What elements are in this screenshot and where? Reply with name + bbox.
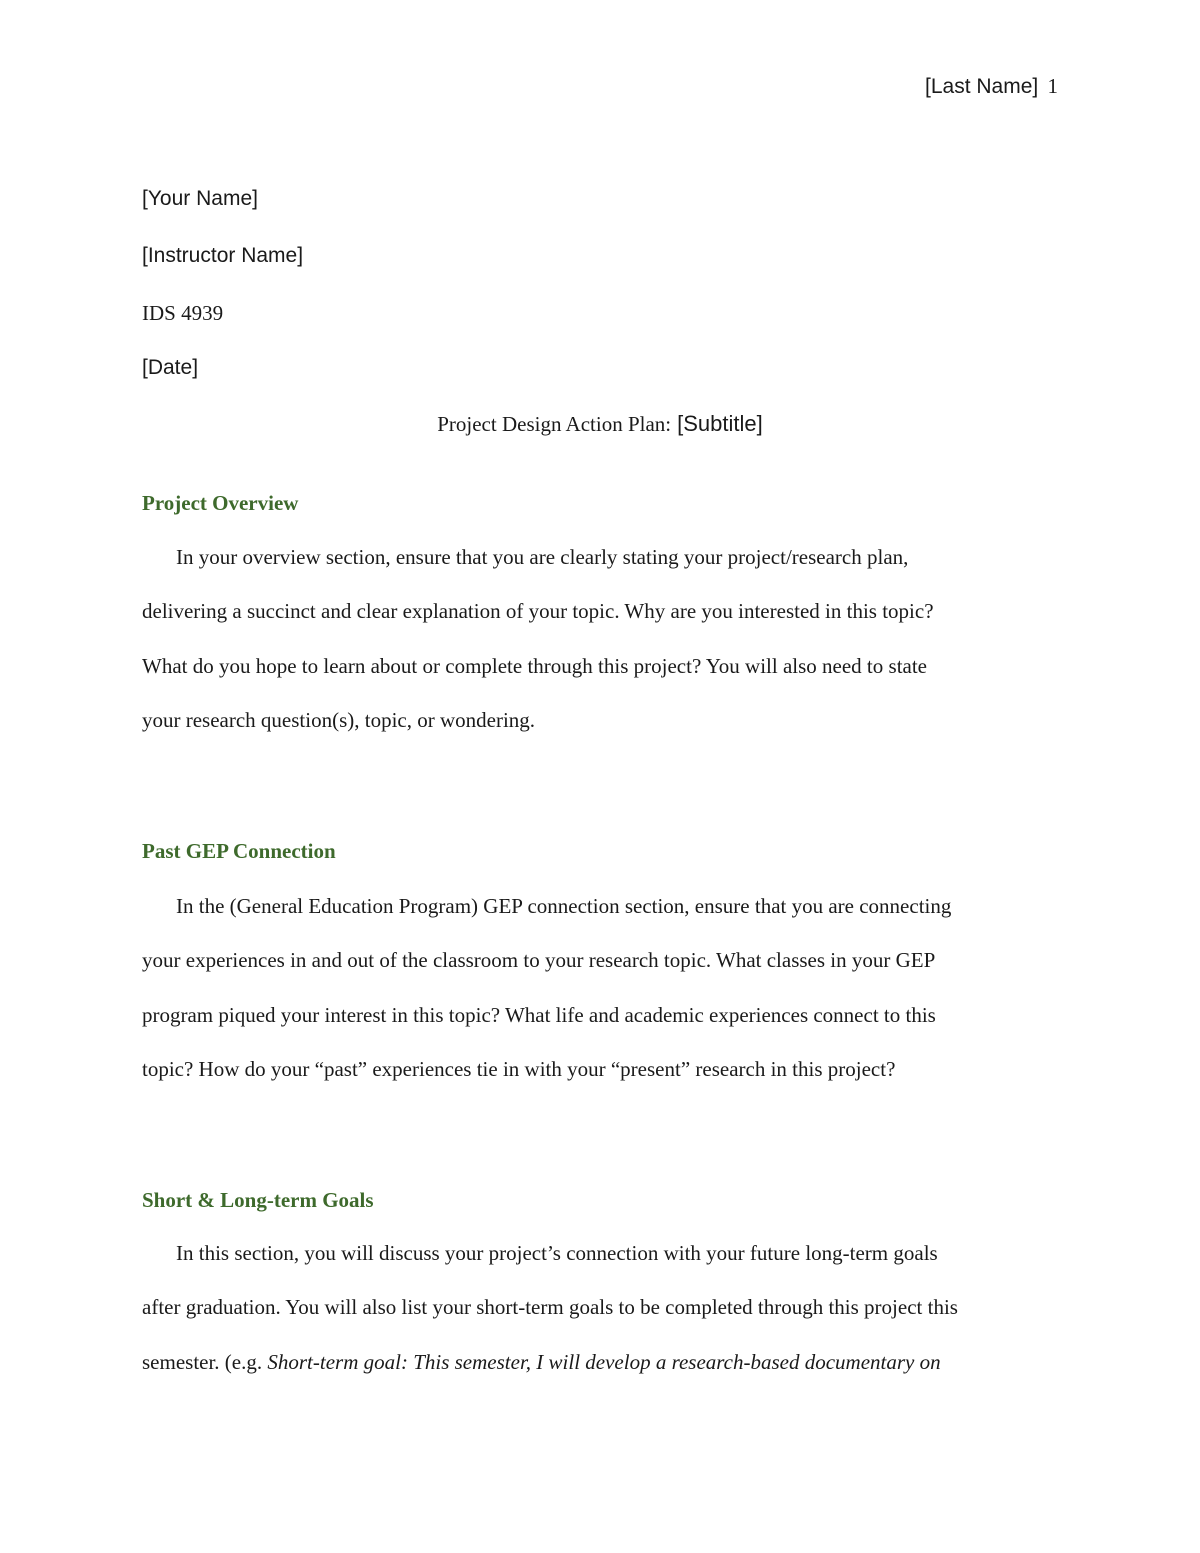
instructor-name: [Instructor Name] xyxy=(142,244,304,267)
body-line-italic-example: Short-term goal: This semester, I will develop a research-based documentary on xyxy=(267,1349,941,1374)
course-code: IDS 4939 xyxy=(142,301,224,325)
body-line: topic? How do your “past” experiences tie in with your “present” research in this project? xyxy=(142,1057,896,1082)
title-subtitle: [Subtitle] xyxy=(677,411,763,436)
your-name: [Your Name] xyxy=(142,187,258,210)
body-line-plain: semester. (e.g. xyxy=(142,1349,268,1374)
body-line xyxy=(142,1335,1058,1389)
body-line: your experiences in and out of the classroom to your research topic. What classes in your GEP xyxy=(142,948,936,973)
page-number: 1 xyxy=(1047,74,1058,98)
body-line: delivering a succinct and clear explanation of your topic. Why are you interested in this topic? xyxy=(142,599,934,624)
running-header xyxy=(925,73,1058,100)
section-heading-past-gep-connection: Past GEP Connection xyxy=(142,839,336,863)
section-body-past-gep-connection xyxy=(142,879,1058,1097)
body-line: after graduation. You will also list your short-term goals to be completed through this project this xyxy=(142,1295,958,1320)
body-line: What do you hope to learn about or complete through this project? You will also need to state xyxy=(142,653,927,678)
header-last-name: [Last Name] xyxy=(925,75,1039,98)
section-heading-short-long-term-goals: Short & Long-term Goals xyxy=(142,1188,374,1212)
body-line: program piqued your interest in this topic? What life and academic experiences connect to this xyxy=(142,1002,936,1027)
section-body-short-long-term-goals xyxy=(142,1226,1058,1389)
title-main: Project Design Action Plan: xyxy=(437,412,672,436)
section-body-project-overview xyxy=(142,530,1058,748)
body-line: In the (General Education Program) GEP connection section, ensure that you are connecting xyxy=(176,894,952,918)
body-line: In this section, you will discuss your project’s connection with your future long-term goals xyxy=(176,1241,938,1265)
date: [Date] xyxy=(142,356,199,379)
body-line: In your overview section, ensure that you are clearly stating your project/research plan, xyxy=(176,545,909,569)
document-title xyxy=(0,410,1200,438)
section-heading-project-overview: Project Overview xyxy=(142,491,299,515)
body-line: your research question(s), topic, or wondering. xyxy=(142,708,536,733)
